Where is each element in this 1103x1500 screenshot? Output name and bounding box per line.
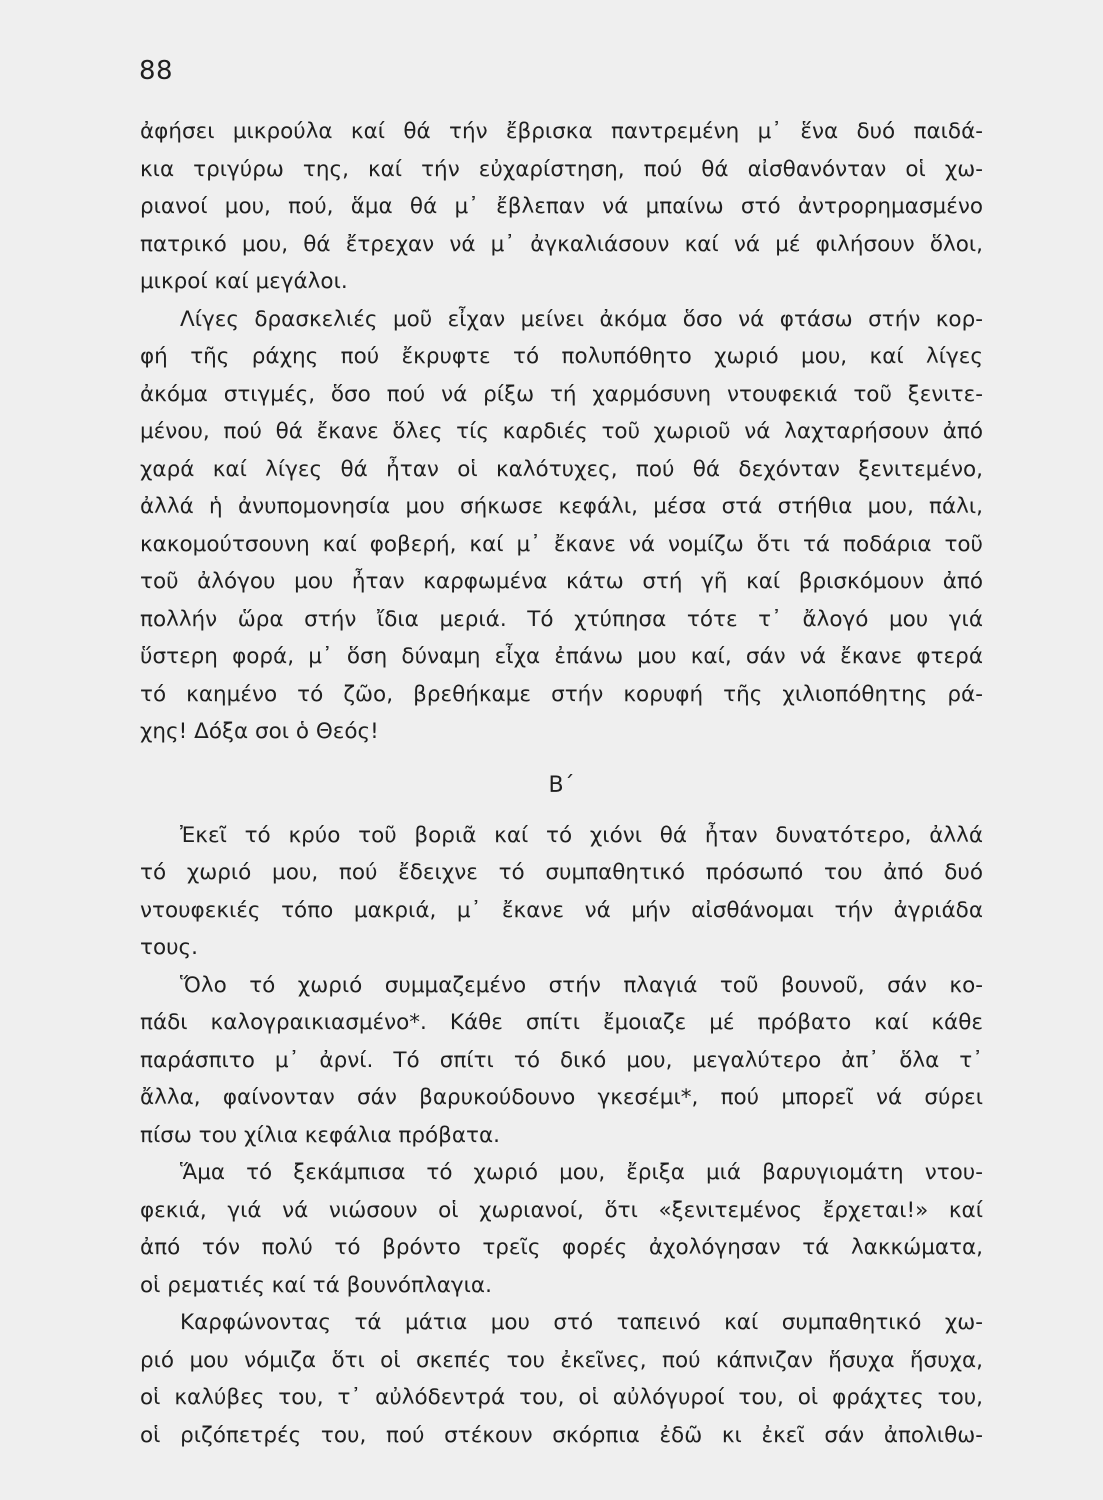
text-line: οἱ ρεματιές καί τά βουνόπλαγια. <box>140 1272 492 1298</box>
text-line: τοῦ ἀλόγου μου ἦταν καρφωμένα κάτω στή γῆ καί βρισκόμουν ἀπό <box>140 569 983 594</box>
text-line: πολλήν ὥρα στήν ἴδια μεριά. Τό χτύπησα τότε τ᾽ ἄλογό μου γιά <box>140 606 983 632</box>
text-line: ὕστερη φορά, μ᾽ ὅση δύναμη εἶχα ἐπάνω μου καί, σάν νά ἔκανε φτερά <box>140 644 983 669</box>
text-line: φεκιά, γιά νά νιώσουν οἱ χωριανοί, ὅτι «ξενιτεμένος ἔρχεται!» καί <box>140 1197 983 1223</box>
text-line: ριανοί μου, πού, ἅμα θά μ᾽ ἔβλεπαν νά μπαίνω στό ἀντρορημασμένο <box>140 194 983 219</box>
text-line: ἄλλα, φαίνονταν σάν βαρυκούδουνο γκεσέμι*, πού μπορεῖ νά σύρει <box>140 1085 983 1110</box>
body-text <box>140 113 983 1454</box>
text-line: χαρά καί λίγες θά ἦταν οἱ καλότυχες, πού θά δεχόνταν ξενιτεμένο, <box>140 456 983 482</box>
text-line: Λίγες δρασκελιές μοῦ εἶχαν μείνει ἀκόμα ὅσο νά φτάσω στήν κορ- <box>180 306 983 332</box>
text-line: τό χωριό μου, πού ἔδειχνε τό συμπαθητικό πρόσωπό του ἀπό δυό <box>140 860 983 885</box>
text-line: ριό μου νόμιζα ὅτι οἱ σκεπές του ἐκεῖνες, πού κάπνιζαν ἥσυχα ἥσυχα, <box>140 1347 983 1373</box>
text-line: πατρικό μου, θά ἔτρεχαν νά μ᾽ ἀγκαλιάσουν καί νά μέ φιλήσουν ὅλοι, <box>140 231 983 257</box>
page-number: 88 <box>139 56 174 86</box>
text-line: χης! Δόξα σοι ὁ Θεός! <box>140 719 379 744</box>
text-line: Ἐκεῖ τό κρύο τοῦ βοριᾶ καί τό χιόνι θά ἦταν δυνατότερο, ἀλλά <box>180 822 983 848</box>
text-line: ἀκόμα στιγμές, ὅσο πού νά ρίξω τή χαρμόσυνη ντουφεκιά τοῦ ξενιτε- <box>140 381 983 407</box>
text-line: οἱ ριζόπετρές του, πού στέκουν σκόρπια ἐδῶ κι ἐκεῖ σάν ἀπολιθω- <box>140 1422 983 1448</box>
text-line: τό καημένο τό ζῶο, βρεθήκαμε στήν κορυφή τῆς χιλιοπόθητης ρά- <box>140 681 983 707</box>
section-heading: Β΄ <box>548 772 575 798</box>
text-line: Ἅμα τό ξεκάμπισα τό χωριό μου, ἔριξα μιά βαρυγιομάτη ντου- <box>180 1160 983 1185</box>
text-line: ἀπό τόν πολύ τό βρόντο τρεῖς φορές ἀχολόγησαν τά λακκώματα, <box>140 1235 983 1260</box>
text-line: κια τριγύρω της, καί τήν εὐχαρίστηση, πού θά αἰσθανόνταν οἱ χω- <box>140 156 983 182</box>
text-line: μένου, πού θά ἔκανε ὅλες τίς καρδιές τοῦ χωριοῦ νά λαχταρήσουν ἀπό <box>140 419 983 444</box>
text-line: ἀλλά ἡ ἀνυπομονησία μου σήκωσε κεφάλι, μέσα στά στήθια μου, πάλι, <box>140 494 983 519</box>
text-line: πίσω του χίλια κεφάλια πρόβατα. <box>140 1122 500 1148</box>
text-line: Ὅλο τό χωριό συμμαζεμένο στήν πλαγιά τοῦ βουνοῦ, σάν κο- <box>180 972 983 998</box>
text-line: Καρφώνοντας τά μάτια μου στό ταπεινό καί συμπαθητικό χω- <box>180 1310 983 1335</box>
text-line: ντουφεκιές τόπο μακριά, μ᾽ ἔκανε νά μήν αἰσθάνομαι τήν ἀγριάδα <box>140 897 983 923</box>
text-line: παράσπιτο μ᾽ ἀρνί. Τό σπίτι τό δικό μου, μεγαλύτερο ἀπ᾽ ὅλα τ᾽ <box>140 1047 983 1073</box>
text-line: μικροί καί μεγάλοι. <box>140 269 348 294</box>
text-line: ἀφήσει μικρούλα καί θά τήν ἔβρισκα παντρεμένη μ᾽ ἕνα δυό παιδά- <box>140 119 983 144</box>
text-line: οἱ καλύβες του, τ᾽ αὐλόδεντρά του, οἱ αὐλόγυροί του, οἱ φράχτες του, <box>140 1385 983 1410</box>
text-line: φή τῆς ράχης πού ἔκρυφτε τό πολυπόθητο χωριό μου, καί λίγες <box>140 344 983 369</box>
text-line: κακομούτσουνη καί φοβερή, καί μ᾽ ἔκανε νά νομίζω ὅτι τά ποδάρια τοῦ <box>140 531 983 557</box>
text-line: πάδι καλογραικιασμένο*. Κάθε σπίτι ἔμοιαζε μέ πρόβατο καί κάθε <box>140 1010 983 1035</box>
text-line: τους. <box>140 935 198 960</box>
